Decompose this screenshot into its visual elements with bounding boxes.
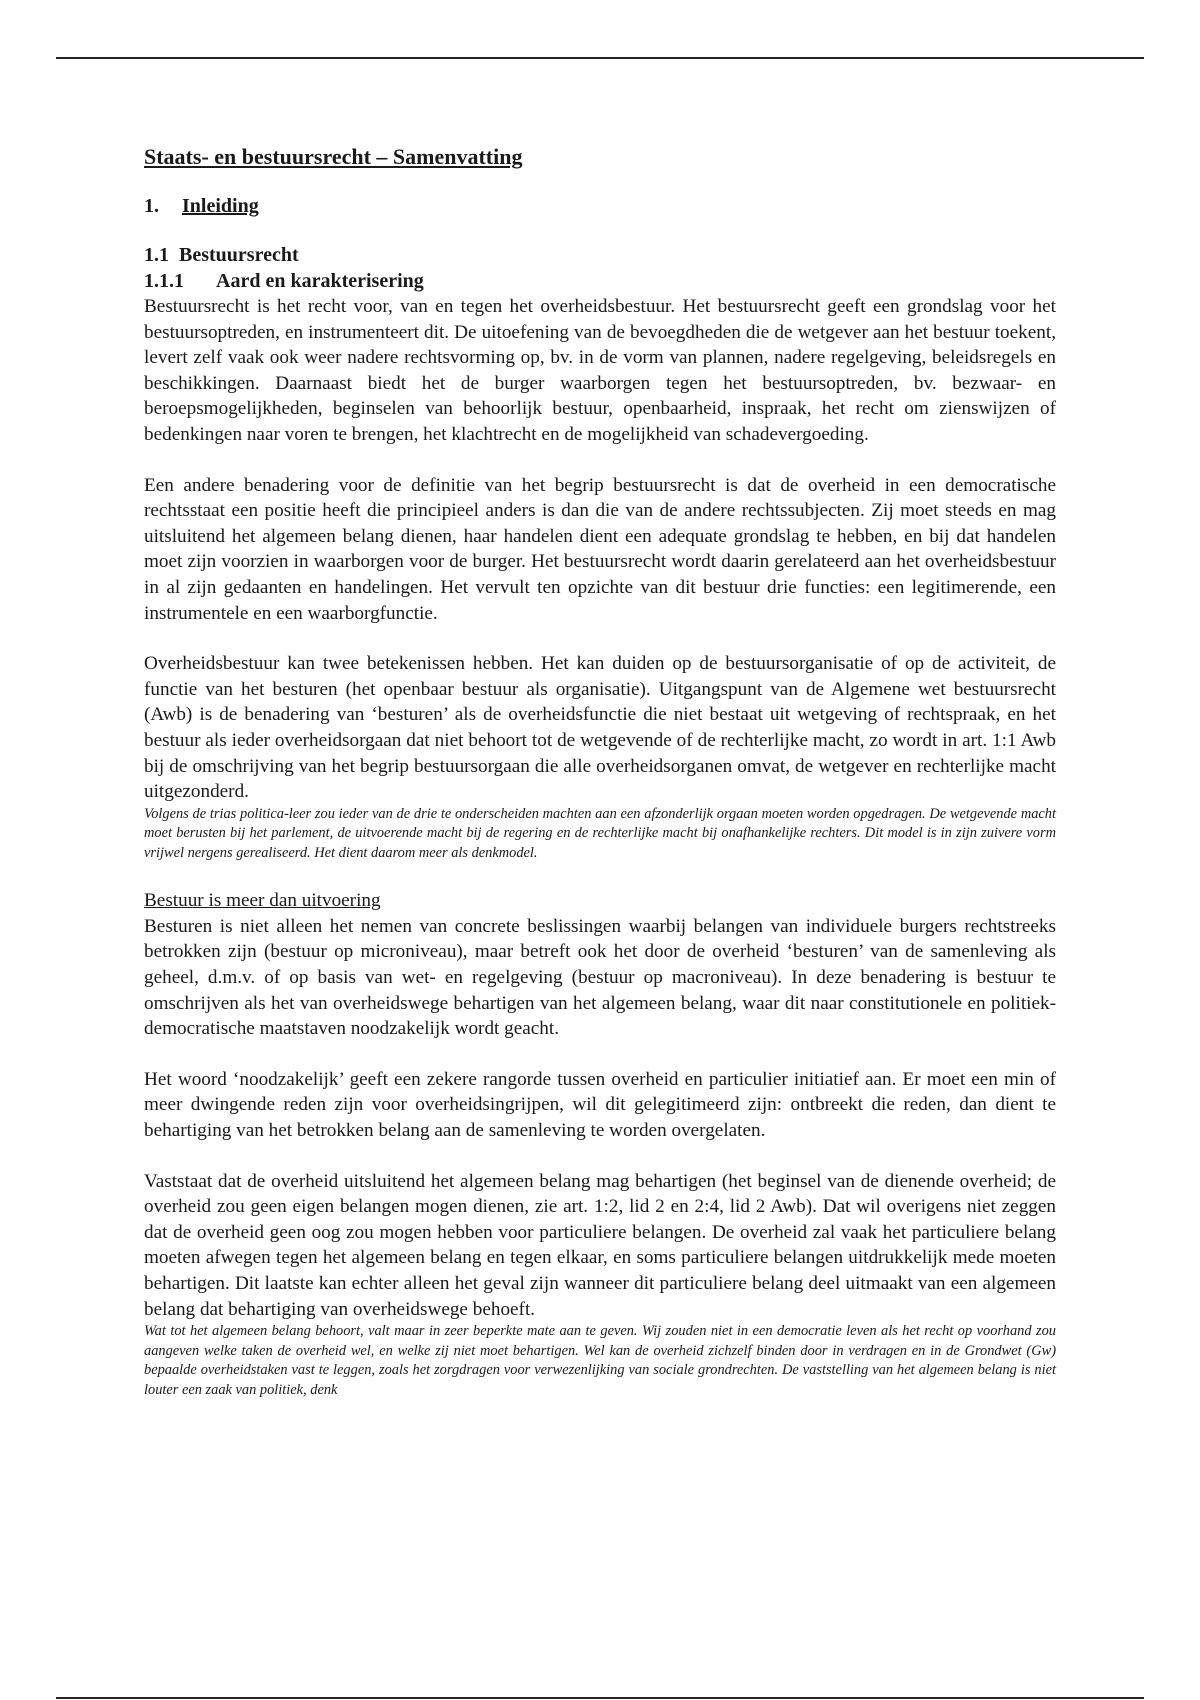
document-title: Staats- en bestuursrecht – Samenvatting bbox=[144, 144, 523, 169]
document-body bbox=[144, 144, 1056, 1400]
paragraph: Besturen is niet alleen het nemen van concrete beslissingen waarbij belangen van individuele burgers rechtstreeks betrokken zijn (bestuur op microniveau), maar betreft ook het door de overheid ‘besturen’ van de samenleving als geheel, d.m.v. of op basis van wet- en regelgeving (bestuur op macroniveau). In deze benadering is bestuur te omschrijven als het van overheidswege behartigen van het algemeen belang, waar dit naar constitutionele en politiek-democratische maatstaven noodzakelijk wordt geacht. bbox=[144, 915, 1056, 1040]
paragraph: Het woord ‘noodzakelijk’ geeft een zekere rangorde tussen overheid en particulier initiatief aan. Er moet een min of meer dwingende reden zijn voor overheidsingrijpen, wil dit gelegitimeerd zijn: ontbreekt die reden, dan dient te behartiging van het betrokken belang aan de samenleving te worden overgelaten. bbox=[144, 1068, 1056, 1141]
subheading: Bestuur is meer dan uitvoering bbox=[144, 890, 381, 912]
footnote-paragraph: Volgens de trias politica-leer zou ieder van de drie te onderscheiden machten aan een afzonderlijk orgaan moeten worden opgedragen. De wetgevende macht moet berusten bij het parlement, de uitvoerende macht bij de regering en de rechterlijke macht bij onafhankelijke rechters. Dit model is in zijn zuivere vorm vrijwel nergens gerealiseerd. Het dient daarom meer als denkmodel. bbox=[144, 805, 1056, 861]
chapter-heading bbox=[144, 194, 1056, 218]
subsection-title: Aard en karakterisering bbox=[216, 270, 424, 292]
footer-rule bbox=[56, 1697, 1144, 1699]
header-rule bbox=[56, 57, 1144, 59]
paragraph: Een andere benadering voor de definitie van het begrip bestuursrecht is dat de overheid in een democratische rechtsstaat een positie heeft die principieel anders is dan die van de andere rechtssubjecten. Zij moet steeds en mag uitsluitend het algemeen belang dienen, haar handelen dient een adequate grondslag te hebben, en bij dat handelen moet zijn voorzien in waarborgen voor de burger. Het bestuursrecht wordt daarin gerelateerd aan het overheidsbestuur in al zijn gedaanten en handelingen. Het vervult ten opzichte van dit bestuur drie functies: een legitimerende, een instrumentele en een waarborgfunctie. bbox=[144, 474, 1056, 624]
section-number: 1.1 bbox=[144, 244, 169, 266]
chapter-title: Inleiding bbox=[182, 195, 259, 217]
subsection-heading bbox=[144, 268, 1056, 294]
paragraph: Bestuursrecht is het recht voor, van en tegen het overheidsbestuur. Het bestuursrecht geeft een grondslag voor het bestuursoptreden, en instrumenteert dit. De uitoefening van de bevoegdheden die de wetgever aan het bestuur toekent, levert zelf vaak ook weer nadere rechtsvorming op, bv. in de vorm van plannen, nadere regelgeving, beleidsregels en beschikkingen. Daarnaast biedt het de burger waarborgen tegen het bestuursoptreden, bv. bezwaar- en beroepsmogelijkheden, beginselen van behoorlijk bestuur, openbaarheid, inspraak, het recht om zienswijzen of bedenkingen naar voren te brengen, het klachtrecht en de mogelijkheid van schadevergoeding. bbox=[144, 296, 1056, 445]
footnote-paragraph: Wat tot het algemeen belang behoort, valt maar in zeer beperkte mate aan te geven. Wij zouden niet in een democratie leven als het recht op voorhand zou aangeven welke taken de overheid wel, en welke zij niet moet behartigen. Wel kan de overheid zichzelf binden door in verdragen en in de Grondwet (Gw) bepaalde overheidstaken vast te leggen, zoals het zorgdragen voor verwezenlijking van sociale grondrechten. De vaststelling van het algemeen belang is niet louter een zaak van politiek, denk bbox=[144, 1323, 1056, 1398]
paragraph: Overheidsbestuur kan twee betekenissen hebben. Het kan duiden op de bestuursorganisatie of op de activiteit, de functie van het besturen (het openbaar bestuur als organisatie). Uitgangspunt van de Algemene wet bestuursrecht (Awb) is de benadering van ‘besturen’ als de overheidsfunctie die niet bestaat uit wetgeving of rechtspraak, en het bestuur als ieder overheidsorgaan dat niet behoort tot de wetgevende of de rechterlijke macht, zo wordt in art. 1:1 Awb bij de omschrijving van het begrip bestuursorgaan die alle overheidsorganen omvat, de wetgever en rechterlijke macht uitgezonderd. bbox=[144, 653, 1056, 803]
paragraph: Vaststaat dat de overheid uitsluitend het algemeen belang mag behartigen (het beginsel van de dienende overheid; de overheid zou geen eigen belangen mogen dienen, zie art. 1:2, lid 2 en 2:4, lid 2 Awb). Dat wil overigens niet zeggen dat de overheid geen oog zou mogen hebben voor particuliere belangen. De overheid zal vaak het particuliere belang moeten afwegen tegen het algemeen belang en tegen elkaar, en soms particuliere belangen uitdrukkelijk mede moeten behartigen. Dit laatste kan echter alleen het geval zijn wanneer dit particuliere belang deel uitmaakt van een algemeen belang dat behartiging van overheidswege behoeft. bbox=[144, 1170, 1056, 1320]
section-title: Bestuursrecht bbox=[179, 244, 299, 266]
subsection-number: 1.1.1 bbox=[144, 270, 184, 292]
section-heading bbox=[144, 242, 1056, 268]
chapter-number: 1. bbox=[144, 195, 159, 217]
